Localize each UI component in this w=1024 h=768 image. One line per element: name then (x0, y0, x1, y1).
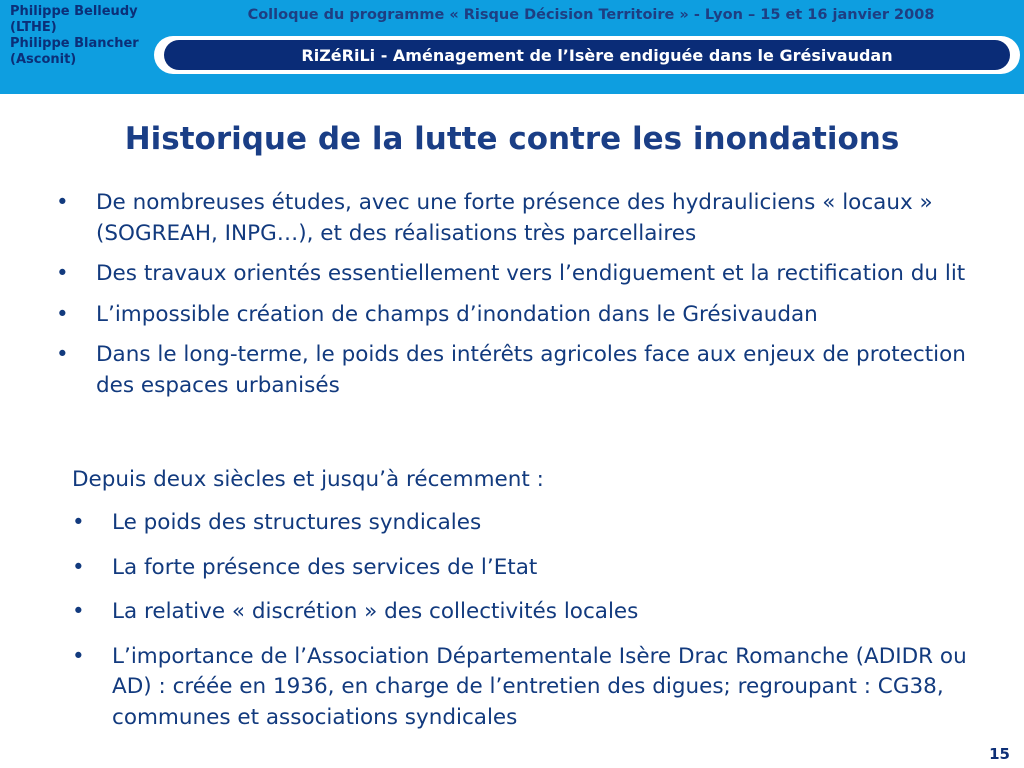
list-item (56, 259, 986, 290)
list-item (56, 300, 986, 331)
sub-bullet-list (72, 508, 1012, 733)
sub-intro-text: Depuis deux siècles et jusqu’à récemment : (72, 467, 544, 492)
authors-block (0, 4, 154, 68)
author-2-name: Philippe Blancher (10, 36, 139, 51)
list-item (56, 340, 986, 401)
list-item (72, 508, 1012, 539)
bullet-marker: • (56, 342, 69, 367)
author-2-affiliation: (Asconit) (10, 52, 77, 67)
bullet-marker: • (72, 643, 85, 669)
bullet-marker: • (72, 554, 85, 580)
list-item-text: Des travaux orientés essentiellement vers l’endiguement et la rectification du lit (96, 261, 966, 286)
list-item-text: L’impossible création de champs d’inondation dans le Grésivaudan (96, 301, 818, 327)
bullet-marker: • (56, 190, 69, 215)
header-band (0, 0, 1024, 94)
project-banner (154, 36, 1020, 74)
slide-title: Historique de la lutte contre les inondations (124, 121, 900, 157)
list-item-text: Le poids des structures syndicales (112, 510, 482, 535)
author-1-name: Philippe Belleudy (10, 4, 138, 19)
list-item-text: Dans le long-terme, le poids des intérêts agricoles face aux enjeux de protection des espaces urbanisés (96, 342, 966, 398)
author-1-affiliation: (LTHE) (10, 20, 57, 35)
bullet-marker: • (56, 301, 69, 327)
list-item-text: De nombreuses études, avec une forte présence des hydrauliciens « locaux » (SOGREAH, INPG…), et des réalisations très parcellaires (96, 190, 933, 246)
list-item (72, 642, 1012, 734)
list-item (56, 188, 986, 249)
bullet-marker: • (72, 599, 85, 624)
project-title: RiZéRiLi - Aménagement de l’Isère endiguée dans le Grésivaudan (164, 40, 1010, 70)
list-item-text: La relative « discrétion » des collectivités locales (112, 599, 639, 624)
list-item-text: L’importance de l’Association Départementale Isère Drac Romanche (ADIDR ou AD) : créée en 1936, en charge de l’entretien des digues; regroupant : CG38, communes et associations syndicales (112, 643, 967, 730)
list-item (72, 553, 1012, 584)
conference-title: Colloque du programme « Risque Décision Territoire » - Lyon – 15 et 16 janvier 2008 (247, 7, 935, 23)
bullet-marker: • (72, 510, 85, 535)
list-item (72, 597, 1012, 628)
bullet-marker: • (56, 261, 69, 286)
list-item-text: La forte présence des services de l’Etat (112, 554, 538, 580)
main-bullet-list (56, 188, 986, 401)
page-number: 15 (989, 745, 1010, 763)
